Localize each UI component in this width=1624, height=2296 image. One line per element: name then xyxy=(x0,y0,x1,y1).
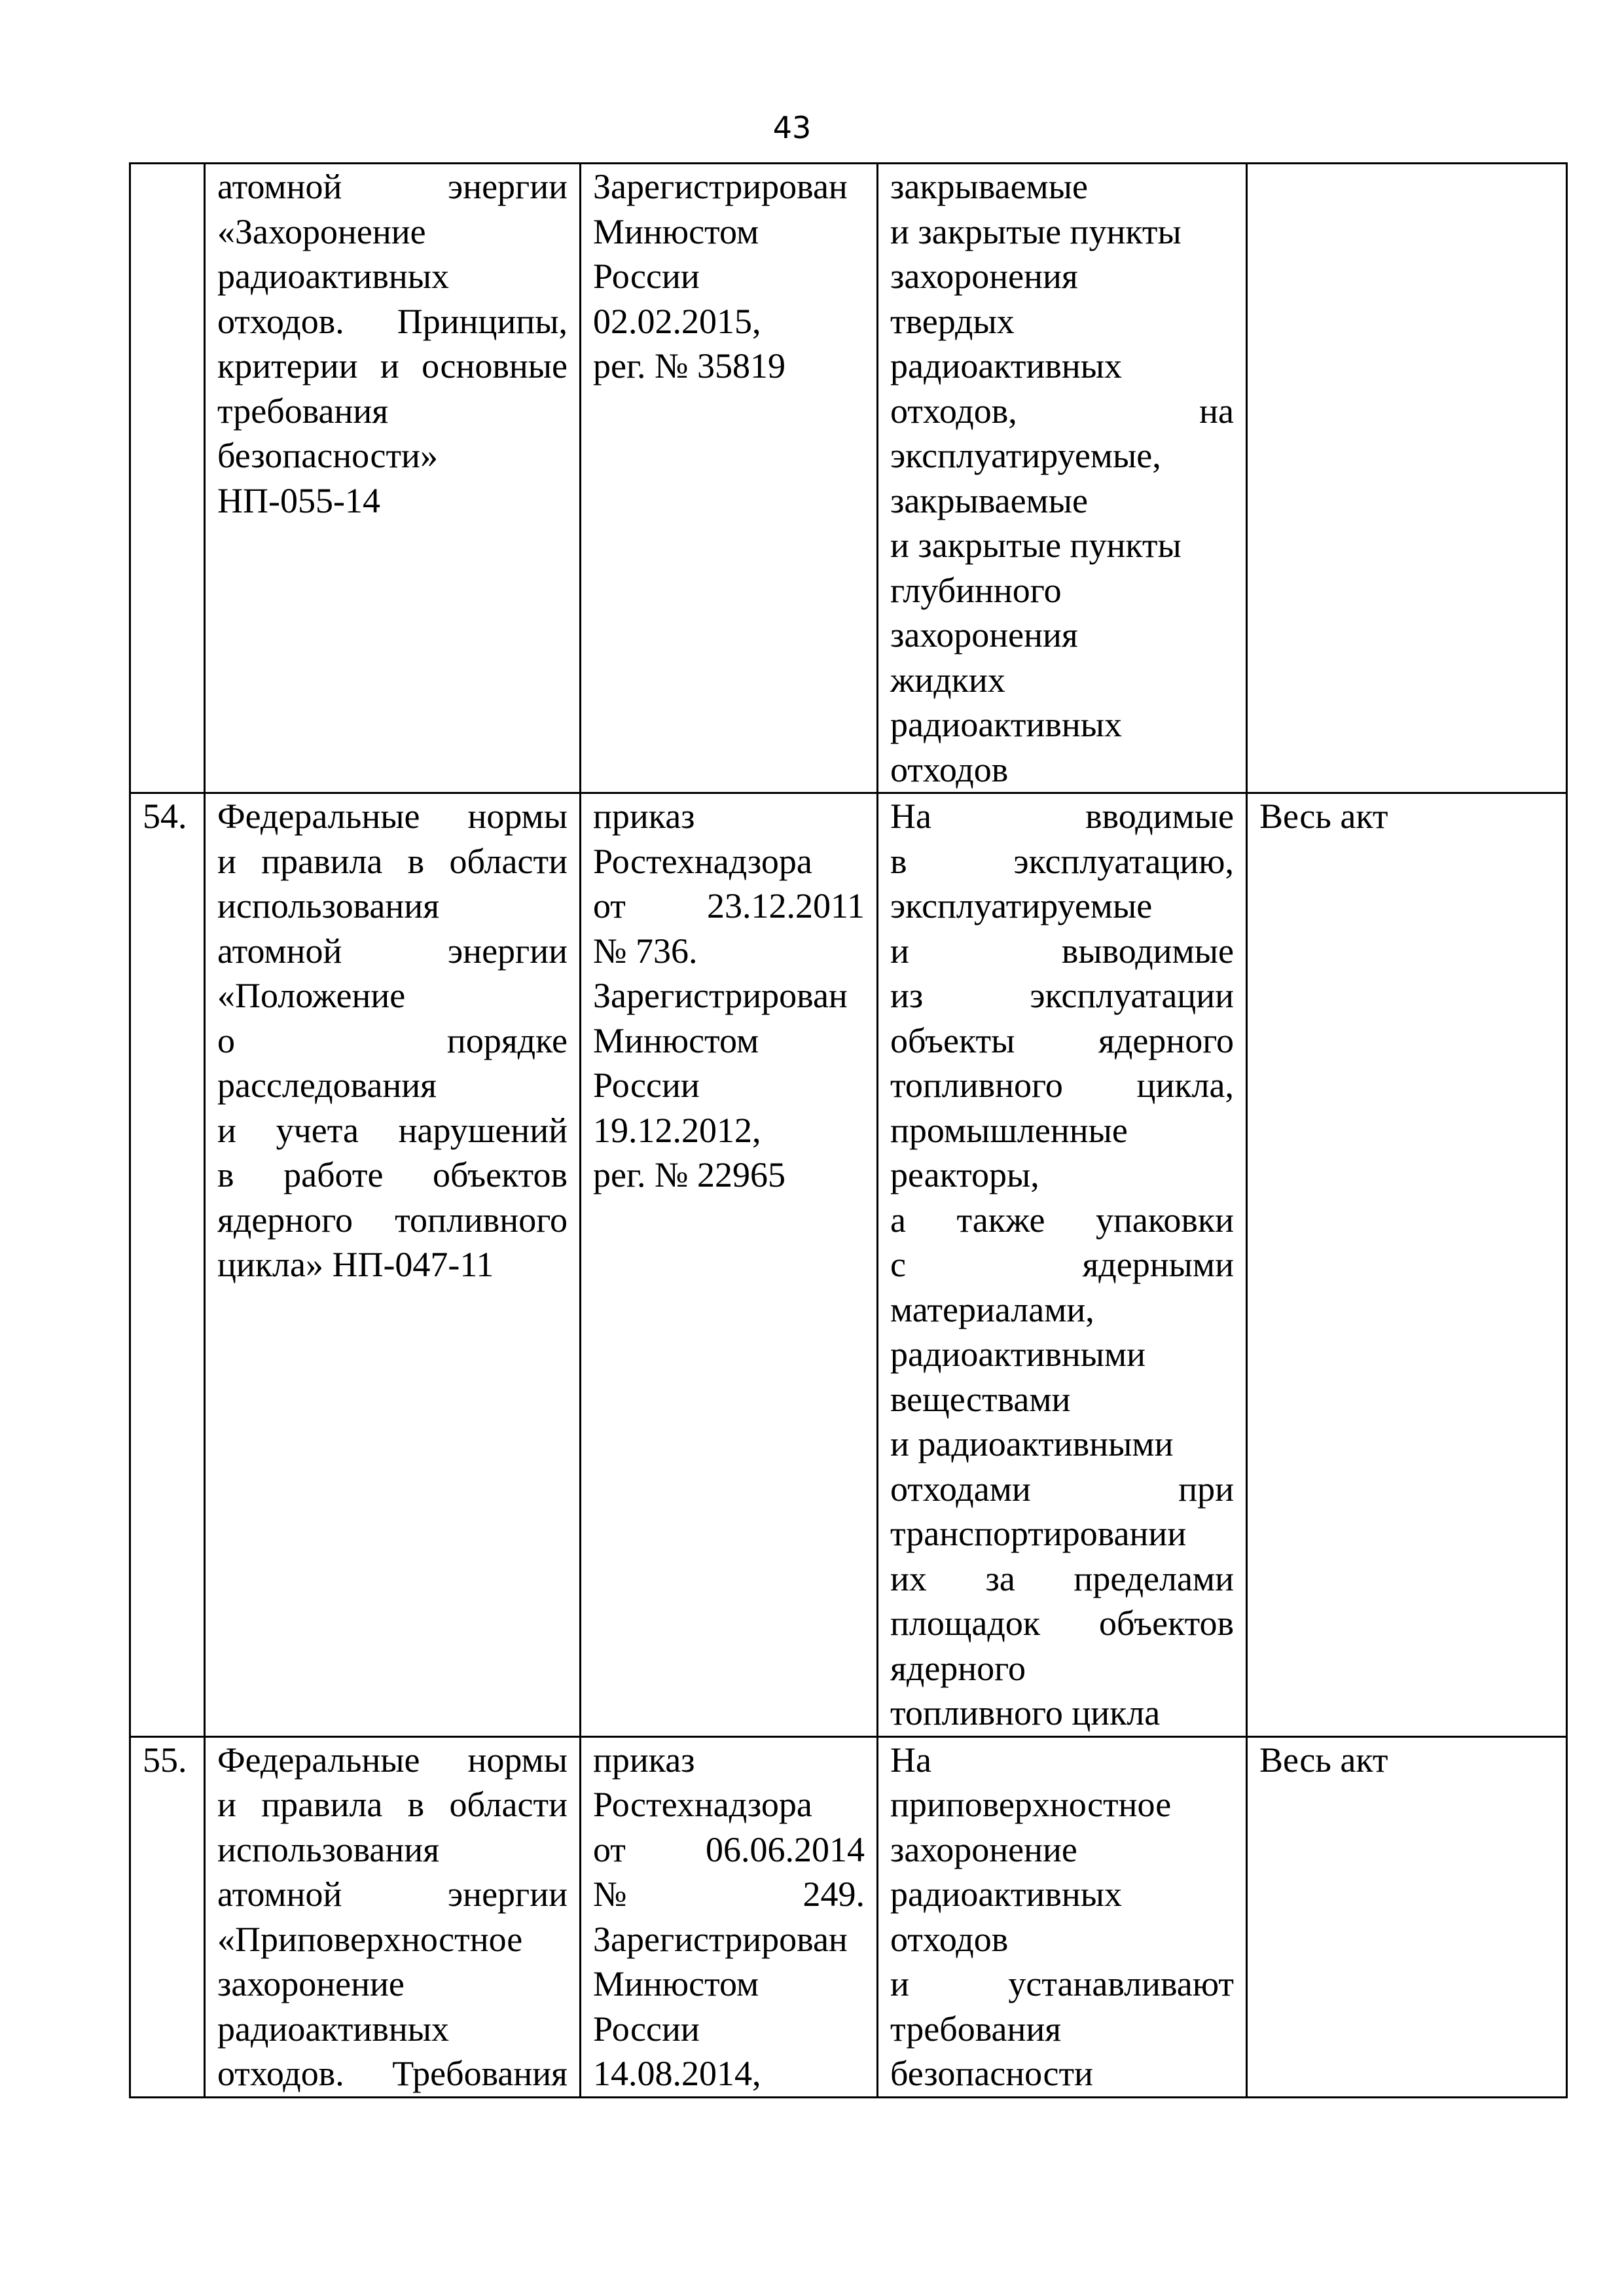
scope-line: эксплуатируемые xyxy=(890,886,1153,925)
scope-line: ядерного xyxy=(890,1648,1026,1688)
order-line: № 736. xyxy=(593,931,698,971)
order-line: Минюстом xyxy=(593,1020,759,1060)
order-line: 02.02.2015, xyxy=(593,301,761,341)
scope-line: топливного цикла xyxy=(890,1693,1161,1732)
scope-cell xyxy=(878,164,1247,793)
order-line: рег. № 22965 xyxy=(593,1155,786,1194)
scope-line: На вводимые xyxy=(890,797,1234,836)
scope-line: отходов xyxy=(890,1919,1009,1959)
scope-line: и выводимые xyxy=(890,931,1234,971)
order-line: России xyxy=(593,257,700,296)
doc-line: ядерного топливного xyxy=(217,1200,568,1240)
table-body xyxy=(130,164,1567,2098)
scope-line: и закрытые пункты xyxy=(890,211,1182,251)
order-line: России xyxy=(593,1066,700,1105)
scope-line: безопасности xyxy=(890,2054,1093,2093)
page-number: 43 xyxy=(772,110,812,145)
scope-line: отходов, на xyxy=(890,391,1234,431)
scope-line: радиоактивными xyxy=(890,1335,1146,1374)
order-line: Ростехнадзора xyxy=(593,841,812,881)
row-number-cell xyxy=(130,1736,205,2097)
doc-line: в работе объектов xyxy=(217,1155,568,1194)
scope-line: На xyxy=(890,1740,931,1780)
scope-line: приповерхностное xyxy=(890,1785,1172,1824)
scope-line: радиоактивных xyxy=(890,1874,1123,1914)
document-title-cell xyxy=(205,793,581,1737)
document-title-cell xyxy=(205,1736,581,2097)
application-cell xyxy=(1247,164,1567,793)
doc-line: цикла» НП-047-11 xyxy=(217,1245,494,1284)
order-line: Минюстом xyxy=(593,211,759,251)
order-line: Минюстом xyxy=(593,1964,759,2003)
scope-line: из эксплуатации xyxy=(890,976,1234,1015)
doc-line: и правила в области xyxy=(217,1785,568,1824)
scope-line: захоронение xyxy=(890,1829,1077,1869)
order-details-cell xyxy=(581,164,878,793)
doc-line: использования xyxy=(217,1829,440,1869)
order-line: приказ xyxy=(593,797,695,836)
order-line: приказ xyxy=(593,1740,695,1780)
scope-line: материалами, xyxy=(890,1289,1094,1329)
scope-line: радиоактивных xyxy=(890,705,1123,744)
row-number-cell xyxy=(130,793,205,1737)
scope-line: транспортировании xyxy=(890,1514,1187,1553)
scope-line: площадок объектов xyxy=(890,1604,1234,1643)
scope-line: веществами xyxy=(890,1379,1071,1419)
scope-line: радиоактивных xyxy=(890,346,1123,386)
scope-line: и закрытые пункты xyxy=(890,526,1182,565)
acts-table xyxy=(129,162,1568,2098)
scope-line: закрываемые xyxy=(890,480,1088,520)
scope-line: промышленные xyxy=(890,1110,1128,1150)
doc-line: Федеральные нормы xyxy=(217,797,568,836)
order-line: рег. № 35819 xyxy=(593,346,786,386)
doc-line: и правила в области xyxy=(217,841,568,881)
scope-line: топливного цикла, xyxy=(890,1066,1234,1105)
doc-line: критерии и основные xyxy=(217,346,568,386)
scope-line: глубинного xyxy=(890,570,1062,610)
order-line: от 23.12.2011 xyxy=(593,886,865,925)
order-line: Зарегистрирован xyxy=(593,167,848,206)
scope-line: и радиоактивными xyxy=(890,1424,1174,1463)
row-number-cell xyxy=(130,164,205,793)
table-row xyxy=(130,793,1567,1737)
doc-line: и учета нарушений xyxy=(217,1110,568,1150)
order-line: Зарегистрирован xyxy=(593,1919,848,1959)
application-text: Весь акт xyxy=(1259,1740,1388,1780)
doc-line: захоронение xyxy=(217,1964,405,2003)
application-cell xyxy=(1247,793,1567,1737)
scope-line: отходами при xyxy=(890,1469,1234,1509)
order-details-cell xyxy=(581,793,878,1737)
scope-cell xyxy=(878,1736,1247,2097)
doc-line: атомной энергии xyxy=(217,167,568,206)
doc-line: Федеральные нормы xyxy=(217,1740,568,1780)
scope-line: требования xyxy=(890,2009,1062,2049)
doc-line: «Положение xyxy=(217,976,406,1015)
scope-line: захоронения xyxy=(890,257,1078,296)
application-cell xyxy=(1247,1736,1567,2097)
application-text: Весь акт xyxy=(1259,797,1388,836)
scope-line: а также упаковки xyxy=(890,1200,1234,1240)
scope-line: их за пределами xyxy=(890,1558,1234,1598)
order-line: России xyxy=(593,2009,700,2049)
scope-line: и устанавливают xyxy=(890,1964,1234,2003)
doc-line: безопасности» xyxy=(217,436,438,475)
document-title-cell xyxy=(205,164,581,793)
order-line: 19.12.2012, xyxy=(593,1110,761,1150)
doc-line: атомной энергии xyxy=(217,1874,568,1914)
scope-line: отходов xyxy=(890,749,1009,789)
doc-line: атомной энергии xyxy=(217,931,568,971)
doc-line: «Захоронение xyxy=(217,211,426,251)
doc-line: о порядке xyxy=(217,1020,568,1060)
order-line: Зарегистрирован xyxy=(593,976,848,1015)
doc-line: требования xyxy=(217,391,389,431)
doc-line: отходов. Принципы, xyxy=(217,301,568,341)
scope-line: захоронения xyxy=(890,615,1078,655)
scope-line: закрываемые xyxy=(890,167,1088,206)
row-number: 54. xyxy=(143,797,187,836)
order-line: Ростехнадзора xyxy=(593,1785,812,1824)
doc-line: радиоактивных xyxy=(217,257,450,296)
scope-line: эксплуатируемые, xyxy=(890,436,1161,475)
scope-line: твердых xyxy=(890,301,1015,341)
scope-line: реакторы, xyxy=(890,1155,1039,1194)
order-line: от 06.06.2014 xyxy=(593,1829,865,1869)
order-line: № 249. xyxy=(593,1874,865,1914)
doc-line: использования xyxy=(217,886,440,925)
scope-line: в эксплуатацию, xyxy=(890,841,1234,881)
doc-line: отходов. Требования xyxy=(217,2054,568,2093)
doc-line: «Приповерхностное xyxy=(217,1919,523,1959)
doc-line: радиоактивных xyxy=(217,2009,450,2049)
scope-line: объекты ядерного xyxy=(890,1020,1234,1060)
order-line: 14.08.2014, xyxy=(593,2054,761,2093)
scope-line: жидких xyxy=(890,660,1005,700)
row-number: 55. xyxy=(143,1740,187,1780)
scope-cell xyxy=(878,793,1247,1737)
order-details-cell xyxy=(581,1736,878,2097)
scope-line: с ядерными xyxy=(890,1245,1234,1284)
table-row xyxy=(130,164,1567,793)
table-row xyxy=(130,1736,1567,2097)
doc-line: расследования xyxy=(217,1066,437,1105)
doc-line: НП-055-14 xyxy=(217,480,380,520)
